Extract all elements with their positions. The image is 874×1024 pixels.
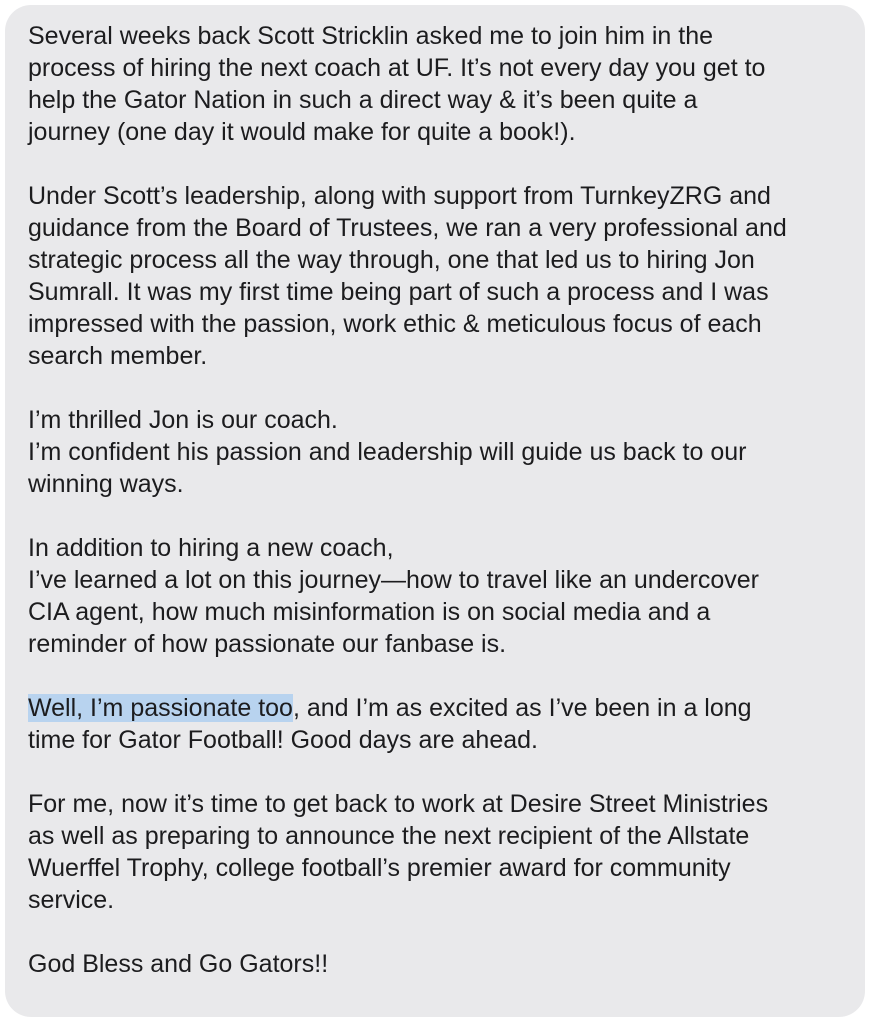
text-line: [28, 692, 865, 724]
text-line: time for Gator Football! Good days are ahead.: [28, 726, 538, 754]
text-line: search member.: [28, 342, 208, 370]
text-line: service.: [28, 886, 115, 914]
paragraph-2: [28, 180, 865, 372]
text-line: CIA agent, how much misinformation is on social media and a: [28, 598, 711, 626]
text-line: In addition to hiring a new coach,: [28, 534, 394, 562]
text-line: help the Gator Nation in such a direct way & it’s been quite a: [28, 86, 698, 114]
text-line: Wuerffel Trophy, college football’s premier award for community: [28, 854, 731, 882]
text-line: process of hiring the next coach at UF. It’s not every day you get to: [28, 54, 766, 82]
text-line: reminder of how passionate our fanbase is.: [28, 630, 507, 658]
text-fragment: , and I’m as excited as I’ve been in a long: [292, 694, 752, 722]
paragraph-5: [28, 692, 865, 756]
paragraph-4: [28, 532, 865, 660]
text-line: Sumrall. It was my first time being part of such a process and I was: [28, 278, 769, 306]
selected-text-highlight[interactable]: Well, I’m passionate too: [28, 694, 293, 722]
text-line: journey (one day it would make for quite a book!).: [28, 118, 576, 146]
text-line: winning ways.: [28, 470, 184, 498]
text-line: Several weeks back Scott Stricklin asked me to join him in the: [28, 22, 714, 50]
text-line: guidance from the Board of Trustees, we ran a very professional and: [28, 214, 787, 242]
paragraph-1: [28, 20, 865, 148]
message-bubble[interactable]: [5, 5, 865, 1017]
text-line: as well as preparing to announce the next recipient of the Allstate: [28, 822, 750, 850]
text-line: For me, now it’s time to get back to work at Desire Street Ministries: [28, 790, 769, 818]
paragraph-3: [28, 404, 865, 500]
text-line: impressed with the passion, work ethic & meticulous focus of each: [28, 310, 762, 338]
paragraph-7: [28, 948, 865, 980]
text-line: God Bless and Go Gators!!: [28, 950, 329, 978]
text-line: I’ve learned a lot on this journey—how to travel like an undercover: [28, 566, 759, 594]
text-line: Under Scott’s leadership, along with support from TurnkeyZRG and: [28, 182, 771, 210]
text-line: I’m confident his passion and leadership will guide us back to our: [28, 438, 747, 466]
text-line: strategic process all the way through, one that led us to hiring Jon: [28, 246, 755, 274]
text-line: I’m thrilled Jon is our coach.: [28, 406, 338, 434]
paragraph-6: [28, 788, 865, 916]
